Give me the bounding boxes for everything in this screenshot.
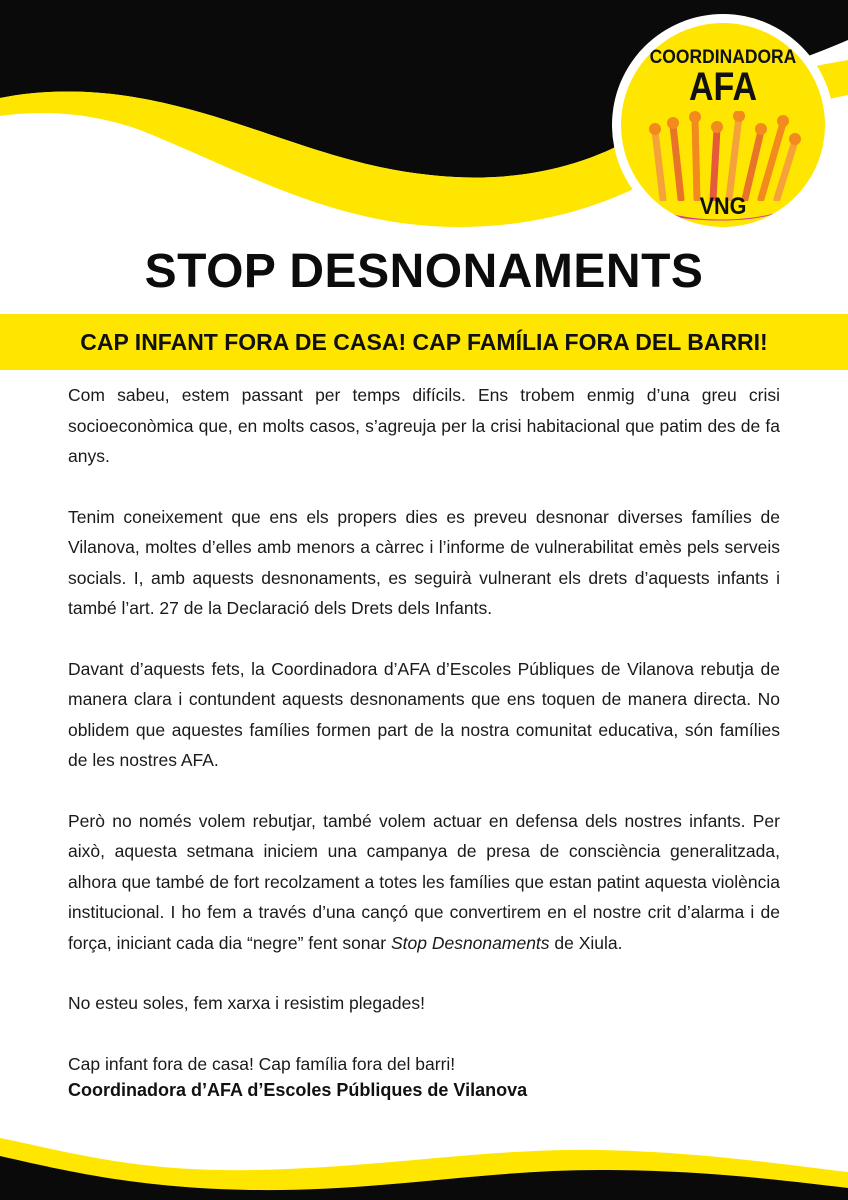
paragraph-2: Tenim coneixement que ens els propers dies es preveu desnonar diverses famílies de Vilanova, moltes d’elles amb menors a càrrec i l’informe de vulnerabilitat emès pels serveis socials. I, amb aquests desnonaments, es seguirà vulnerant els drets d’aquests infants i també l’art. 27 de la Declaració dels Drets dels Infants. [68,506,780,618]
paragraph-5: No esteu soles, fem xarxa i resistim plegades! [68,993,425,1013]
paragraph-6: Cap infant fora de casa! Cap família fora del barri! [68,1053,456,1074]
logo-line-afa: AFA [689,65,757,109]
logo-line-coordinadora: COORDINADORA [649,47,797,68]
page-title: STOP DESNONAMENTS [144,245,704,298]
slogan-text: CAP INFANT FORA DE CASA! CAP FAMÍLIA FORA DEL BARRI! [80,328,768,355]
logo-circle [621,23,825,227]
letter-body [68,380,780,1109]
paragraph-4-end: de Xiula. [549,932,623,953]
paragraph-3: Davant d’aquests fets, la Coordinadora d’AFA d’Escoles Públiques de Vilanova rebutja de manera clara i contundent aquests desnonaments que ens toquen de manera directa. No oblidem que aquestes famílies formen part de la nostra comunitat educativa, són famílies de les nostres AFA. [68,658,780,770]
paragraph-4-text: Però no només volem rebutjar, també volem actuar en defensa dels nostres infants. Per això, aquesta setmana iniciem una campanya de presa de consciència generalitzada, alhora que també de fort recolzament a totes les famílies que estan patint aquesta violència institucional. I ho fem a través d’una cançó que convertirem en el nostre crit d’alarma i de força, iniciant cada dia “negre” fent sonar [68,810,780,953]
paragraph-4 [68,806,780,959]
coordinadora-afa-logo [612,14,834,236]
raised-hands-icon [643,111,803,201]
song-title: Stop Desnonaments [390,932,550,953]
signature: Coordinadora d’AFA d’Escoles Públiques de Vilanova [68,1080,528,1100]
slogan-banner [0,314,848,370]
paragraph-1: Com sabeu, estem passant per temps difícils. Ens trobem enmig d’una greu crisi socioeconòmica que, en molts casos, s’agreuja per la crisi habitacional que patim des de fa anys. [68,385,780,466]
footer-wave-decoration [0,1120,848,1200]
logo-line-vng: VNG [699,193,747,220]
